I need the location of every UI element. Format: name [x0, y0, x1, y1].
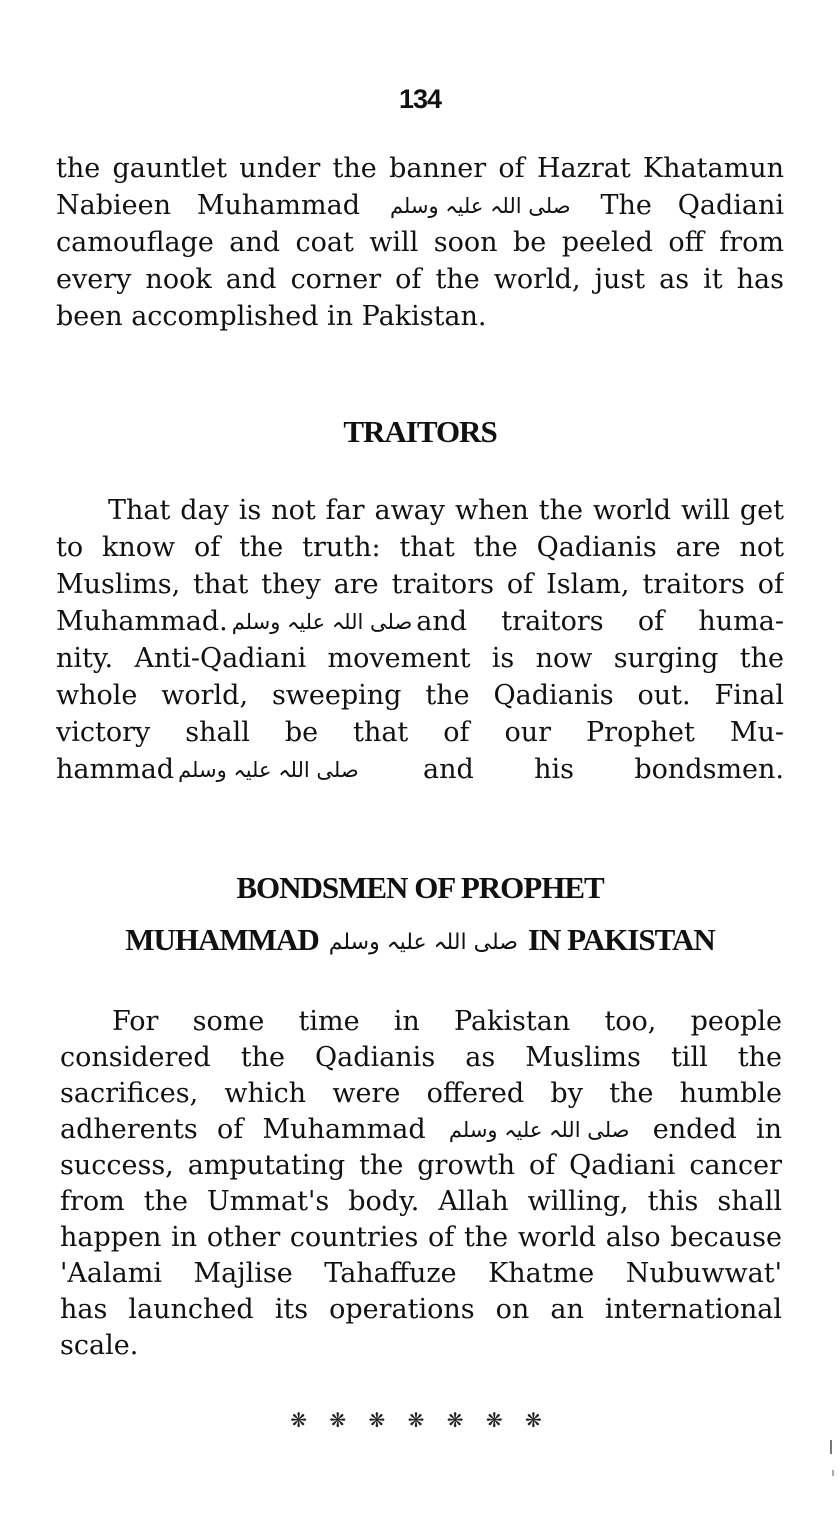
text-line: from the Ummat's body. Allah willing, this shall — [60, 1186, 782, 1217]
section-heading-traitors: TRAITORS — [343, 414, 497, 449]
scan-speck — [830, 1440, 832, 1454]
text-line: sacrifices, which were offered by the humble — [60, 1078, 782, 1109]
text-line: to know of the truth: that the Qadianis are not — [56, 532, 784, 563]
text-line: nity. Anti-Qadiani movement is now surging the — [56, 643, 784, 674]
text-line: happen in other countries of the world also because — [60, 1222, 782, 1253]
text-fragment: adherents of Muhammad — [60, 1114, 426, 1145]
section-heading-bondsmen: BONDSMEN OF PROPHET — [236, 870, 604, 905]
text-fragment: and traitors of huma- — [416, 606, 784, 637]
text-line: every nook and corner of the world, just as it has — [56, 264, 784, 295]
intro-paragraph — [56, 150, 784, 335]
section-heading-bondsmen-line2 — [0, 922, 840, 958]
text-line: camouflage and coat will soon be peeled off from — [56, 227, 784, 258]
salawat-calligraphy: صلی اللہ علیہ وسلم — [389, 194, 571, 218]
text-line: been accomplished in Pakistan. — [56, 301, 487, 332]
salawat-calligraphy: صلی اللہ علیہ وسلم — [448, 1118, 630, 1142]
ornament-divider: ❋ ❋ ❋ ❋ ❋ ❋ ❋ — [290, 1408, 550, 1432]
text-fragment: Muhammad. — [56, 606, 228, 637]
text-line: For some time in Pakistan too, people — [112, 1006, 782, 1037]
text-line — [56, 187, 784, 224]
bondsmen-paragraph — [60, 1004, 782, 1364]
text-line — [56, 751, 784, 788]
text-line: has launched its operations on an international — [60, 1294, 782, 1325]
page-number: 134 — [398, 84, 442, 114]
traitors-paragraph — [56, 492, 784, 788]
text-line: That day is not far away when the world will get — [108, 495, 784, 526]
text-fragment: hammad — [56, 754, 175, 785]
text-line: whole world, sweeping the Qadianis out. Final — [56, 680, 784, 711]
text-fragment: ended in — [652, 1114, 782, 1145]
text-fragment: Nabieen Muhammad — [56, 190, 361, 221]
text-line: 'Aalami Majlise Tahaffuze Khatme Nubuwwat' — [60, 1258, 782, 1289]
text-line — [56, 603, 784, 640]
heading-fragment: IN PAKISTAN — [527, 922, 715, 957]
text-fragment: and his bondsmen. — [423, 754, 784, 785]
text-line: considered the Qadianis as Muslims till the — [60, 1042, 782, 1073]
text-fragment: The Qadiani — [600, 190, 784, 221]
text-line: the gauntlet under the banner of Hazrat Khatamun — [56, 153, 784, 184]
text-line: scale. — [60, 1330, 139, 1361]
text-line — [60, 1112, 782, 1148]
text-line: success, amputating the growth of Qadiani cancer — [60, 1150, 782, 1181]
salawat-calligraphy: صلی اللہ علیہ وسلم — [178, 758, 359, 782]
text-line: Muslims, that they are traitors of Islam, traitors of — [56, 569, 784, 600]
salawat-calligraphy: صلی اللہ علیہ وسلم — [328, 929, 518, 955]
salawat-calligraphy: صلی اللہ علیہ وسلم — [231, 610, 413, 634]
scan-speck — [832, 1470, 834, 1476]
heading-fragment: MUHAMMAD — [125, 922, 319, 957]
text-line: victory shall be that of our Prophet Mu- — [56, 717, 784, 748]
